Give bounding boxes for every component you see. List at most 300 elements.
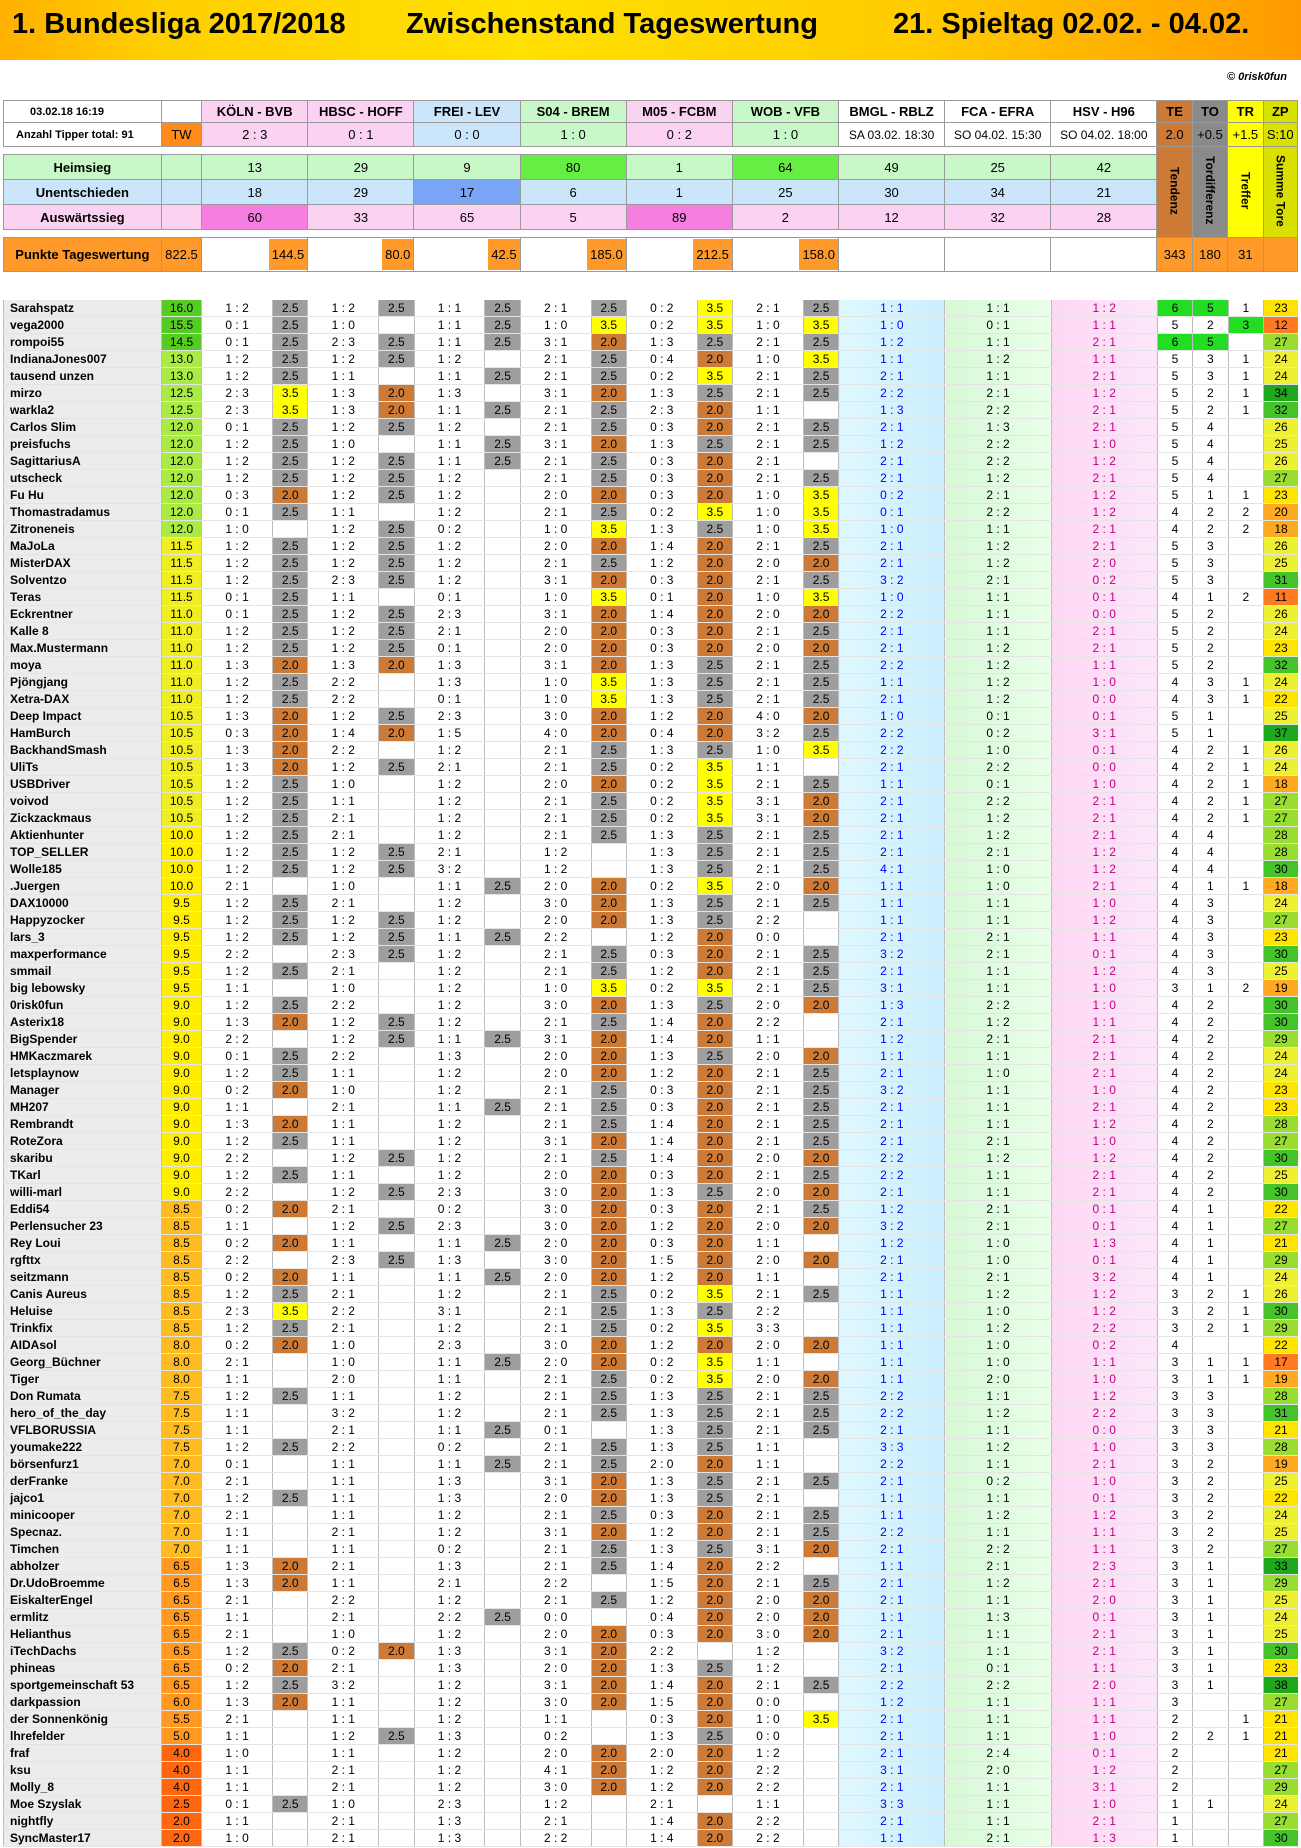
tip-points <box>803 1728 838 1745</box>
tw-value: 10.5 <box>161 708 201 725</box>
tip-score: 1 : 1 <box>945 1796 1051 1813</box>
player-name: VFLBORUSSIA <box>4 1422 162 1439</box>
table-row <box>4 657 1299 674</box>
tw-value: 4.0 <box>161 1762 201 1779</box>
te-value: 5 <box>1157 419 1192 436</box>
to-value <box>1193 1762 1228 1779</box>
tip-score: 0 : 3 <box>626 1082 697 1099</box>
te-value: 5 <box>1157 623 1192 640</box>
tip-score: 3 : 0 <box>520 708 591 725</box>
tip-points <box>485 963 520 980</box>
tip-score: 1 : 2 <box>626 963 697 980</box>
player-name: rompoi55 <box>4 334 162 351</box>
te-value: 3 <box>1157 1541 1192 1558</box>
tip-points: 2.5 <box>803 1201 838 1218</box>
tip-score: 2 : 1 <box>733 1490 804 1507</box>
tip-points <box>379 1099 414 1116</box>
player-name: Heluise <box>4 1303 162 1320</box>
tip-score: 2 : 1 <box>520 1150 591 1167</box>
player-name: abholzer <box>4 1558 162 1575</box>
tip-score: 1 : 1 <box>1051 929 1157 946</box>
tip-score: 1 : 1 <box>839 1830 945 1847</box>
tr-value <box>1228 963 1263 980</box>
tip-score: 2 : 0 <box>733 1252 804 1269</box>
tip-score: 1 : 3 <box>414 385 485 402</box>
tip-score: 1 : 1 <box>202 1728 273 1745</box>
tip-points: 2.5 <box>591 1099 626 1116</box>
tip-score: 2 : 1 <box>733 1133 804 1150</box>
tip-score: 1 : 2 <box>202 691 273 708</box>
tip-score: 1 : 1 <box>733 1796 804 1813</box>
to-value <box>1193 1830 1228 1847</box>
tr-value <box>1228 1677 1263 1694</box>
tip-points: 2.5 <box>273 1048 308 1065</box>
tr-value: 1 <box>1228 1728 1263 1745</box>
to-value: 5 <box>1193 300 1228 317</box>
tip-points <box>485 538 520 555</box>
tip-score: 1 : 1 <box>1051 351 1157 368</box>
tip-score: 2 : 0 <box>733 1337 804 1354</box>
tip-points: 2.0 <box>379 402 414 419</box>
tip-score: 4 : 1 <box>839 861 945 878</box>
tip-score: 2 : 1 <box>520 1014 591 1031</box>
tip-score: 2 : 1 <box>308 1286 379 1303</box>
player-name: BigSpender <box>4 1031 162 1048</box>
te-value: 4 <box>1157 878 1192 895</box>
tip-score: 0 : 3 <box>202 725 273 742</box>
tip-points: 2.5 <box>379 1031 414 1048</box>
tip-score: 1 : 1 <box>414 300 485 317</box>
tip-score: 1 : 2 <box>202 1065 273 1082</box>
tw-value: 6.5 <box>161 1660 201 1677</box>
tip-points: 2.0 <box>697 623 732 640</box>
tip-points: 2.0 <box>379 385 414 402</box>
tip-score: 2 : 1 <box>733 1116 804 1133</box>
tip-points: 2.5 <box>803 1473 838 1490</box>
tip-points: 2.5 <box>379 929 414 946</box>
tip-score: 3 : 2 <box>839 1218 945 1235</box>
tip-points <box>379 878 414 895</box>
tip-points: 2.0 <box>591 1762 626 1779</box>
tip-score: 1 : 2 <box>1051 453 1157 470</box>
tip-score: 2 : 1 <box>733 1065 804 1082</box>
tip-points: 2.5 <box>803 861 838 878</box>
tip-score: 1 : 0 <box>1051 776 1157 793</box>
tip-score: 1 : 1 <box>414 1422 485 1439</box>
table-row <box>4 334 1299 351</box>
tip-score: 1 : 1 <box>308 1456 379 1473</box>
tip-points: 2.5 <box>803 1099 838 1116</box>
tip-points: 2.5 <box>697 1405 732 1422</box>
tip-score: 2 : 0 <box>733 878 804 895</box>
tip-score: 2 : 2 <box>945 402 1051 419</box>
tip-points: 2.0 <box>803 1592 838 1609</box>
tip-score: 1 : 2 <box>202 997 273 1014</box>
tw-value: 11.0 <box>161 691 201 708</box>
tip-points <box>273 1507 308 1524</box>
tip-score: 2 : 0 <box>520 1490 591 1507</box>
tip-score: 1 : 2 <box>308 555 379 572</box>
tw-value: 15.5 <box>161 317 201 334</box>
tip-score: 0 : 3 <box>626 1235 697 1252</box>
tip-points: 2.0 <box>273 1694 308 1711</box>
tr-value <box>1228 1337 1263 1354</box>
tip-score: 1 : 3 <box>1051 1235 1157 1252</box>
tip-score: 2 : 1 <box>520 963 591 980</box>
player-name: Teras <box>4 589 162 606</box>
zp-value: 21 <box>1263 1728 1298 1745</box>
to-value: 2 <box>1193 1524 1228 1541</box>
tip-score: 1 : 2 <box>839 1694 945 1711</box>
tip-points <box>379 1762 414 1779</box>
tip-score: 2 : 0 <box>733 640 804 657</box>
tip-score: 0 : 2 <box>1051 572 1157 589</box>
tip-score: 2 : 2 <box>202 1031 273 1048</box>
tip-score: 1 : 2 <box>1051 1388 1157 1405</box>
tip-points: 2.0 <box>803 1626 838 1643</box>
tip-score: 2 : 3 <box>414 1218 485 1235</box>
tip-score: 3 : 1 <box>520 334 591 351</box>
tip-score: 1 : 1 <box>945 912 1051 929</box>
tip-points: 2.5 <box>379 487 414 504</box>
tip-points: 2.0 <box>591 1779 626 1796</box>
tip-score: 1 : 1 <box>308 368 379 385</box>
tip-score: 1 : 2 <box>308 487 379 504</box>
tip-score: 2 : 1 <box>839 623 945 640</box>
te-value: 5 <box>1157 572 1192 589</box>
tip-score: 3 : 1 <box>520 606 591 623</box>
tip-score: 1 : 3 <box>202 657 273 674</box>
to-value: 3 <box>1193 368 1228 385</box>
tip-score: 2 : 1 <box>839 419 945 436</box>
tip-score: 2 : 0 <box>1051 1592 1157 1609</box>
table-row <box>4 538 1299 555</box>
tip-points <box>379 1405 414 1422</box>
table-row <box>4 1286 1299 1303</box>
tr-value <box>1228 1422 1263 1439</box>
to-value: 1 <box>1193 487 1228 504</box>
table-row <box>4 827 1299 844</box>
tip-score: 1 : 2 <box>626 1762 697 1779</box>
zp-value: 25 <box>1263 708 1298 725</box>
to-value: 2 <box>1193 776 1228 793</box>
table-row <box>4 1677 1299 1694</box>
te-value: 3 <box>1157 1286 1192 1303</box>
tip-score: 1 : 2 <box>308 912 379 929</box>
te-value: 4 <box>1157 1184 1192 1201</box>
tip-score: 2 : 1 <box>1051 1048 1157 1065</box>
game-result: 0 : 1 <box>308 123 414 147</box>
tw-value: 6.5 <box>161 1626 201 1643</box>
tip-score: 0 : 3 <box>626 640 697 657</box>
tip-points <box>485 1660 520 1677</box>
tip-score: 1 : 2 <box>202 1286 273 1303</box>
tip-score: 1 : 3 <box>626 1184 697 1201</box>
tw-value: 11.0 <box>161 640 201 657</box>
tw-value: 10.0 <box>161 861 201 878</box>
tip-points <box>485 691 520 708</box>
tip-score: 1 : 0 <box>202 521 273 538</box>
tip-score: 1 : 2 <box>414 793 485 810</box>
player-name: Asterix18 <box>4 1014 162 1031</box>
tip-score: 1 : 0 <box>308 317 379 334</box>
tip-score: 1 : 1 <box>414 368 485 385</box>
tip-score: 1 : 1 <box>308 1116 379 1133</box>
game-name: KÖLN - BVB <box>202 101 308 123</box>
tip-points <box>803 1813 838 1830</box>
tip-score: 1 : 2 <box>308 538 379 555</box>
tr-value <box>1228 1116 1263 1133</box>
tip-score: 1 : 2 <box>308 419 379 436</box>
player-name: seitzmann <box>4 1269 162 1286</box>
tip-score: 2 : 2 <box>308 742 379 759</box>
tr-value: 1 <box>1228 487 1263 504</box>
game-kickoff: SO 04.02. 15:30 <box>945 123 1051 147</box>
tip-score: 0 : 1 <box>202 1456 273 1473</box>
tip-score: 2 : 1 <box>733 538 804 555</box>
tip-score: 1 : 1 <box>945 1167 1051 1184</box>
tip-points: 2.5 <box>591 419 626 436</box>
tip-points: 2.5 <box>591 1116 626 1133</box>
tip-score: 2 : 2 <box>202 1252 273 1269</box>
tip-points: 2.0 <box>591 776 626 793</box>
tr-value <box>1228 1133 1263 1150</box>
to-value <box>1193 1745 1228 1762</box>
tip-score: 2 : 2 <box>1051 1405 1157 1422</box>
te-value: 3 <box>1157 1320 1192 1337</box>
tip-score: 1 : 2 <box>414 1014 485 1031</box>
tip-score: 1 : 1 <box>839 1286 945 1303</box>
table-row <box>4 1762 1299 1779</box>
tip-score: 1 : 2 <box>414 912 485 929</box>
tr-value: 2 <box>1228 504 1263 521</box>
te-value: 5 <box>1157 368 1192 385</box>
tip-score: 0 : 1 <box>414 691 485 708</box>
zp-value: 27 <box>1263 1694 1298 1711</box>
tw-value: 9.5 <box>161 929 201 946</box>
tip-points: 2.5 <box>379 640 414 657</box>
to-value: 1 <box>1193 1201 1228 1218</box>
tip-points: 2.0 <box>697 708 732 725</box>
tip-points <box>485 657 520 674</box>
tip-score: 2 : 1 <box>839 470 945 487</box>
player-name: TOP_SELLER <box>4 844 162 861</box>
tip-score: 1 : 2 <box>945 555 1051 572</box>
tip-points: 2.5 <box>273 470 308 487</box>
tw-value: 6.5 <box>161 1677 201 1694</box>
tip-score: 1 : 1 <box>839 674 945 691</box>
tip-score: 1 : 2 <box>945 1320 1051 1337</box>
tip-score: 1 : 0 <box>839 317 945 334</box>
tip-score: 2 : 1 <box>733 674 804 691</box>
to-value: 4 <box>1193 861 1228 878</box>
tip-points: 2.5 <box>273 623 308 640</box>
tr-value <box>1228 1184 1263 1201</box>
te-value: 4 <box>1157 589 1192 606</box>
tip-points <box>379 317 414 334</box>
tip-points <box>379 1711 414 1728</box>
tip-points <box>803 1745 838 1762</box>
tip-score: 2 : 0 <box>520 776 591 793</box>
tr-value: 1 <box>1228 1371 1263 1388</box>
tip-score: 1 : 2 <box>308 708 379 725</box>
tip-score: 1 : 1 <box>945 606 1051 623</box>
tip-score: 2 : 1 <box>945 385 1051 402</box>
to-value: 5 <box>1193 334 1228 351</box>
tip-score: 2 : 1 <box>839 1711 945 1728</box>
zp-value: 32 <box>1263 657 1298 674</box>
tw-value: 12.0 <box>161 487 201 504</box>
tip-score: 1 : 2 <box>308 640 379 657</box>
tr-value <box>1228 1048 1263 1065</box>
zp-value: 21 <box>1263 1711 1298 1728</box>
tip-score: 1 : 0 <box>308 436 379 453</box>
tip-score: 1 : 3 <box>414 1813 485 1830</box>
stat-draw: 17 <box>414 180 520 205</box>
table-row <box>4 1796 1299 1813</box>
te-value: 6 <box>1157 300 1192 317</box>
to-value: 2 <box>1193 385 1228 402</box>
tip-points: 2.5 <box>591 1150 626 1167</box>
tip-points: 2.5 <box>485 436 520 453</box>
zp-value: 22 <box>1263 1201 1298 1218</box>
tip-score: 2 : 0 <box>520 1048 591 1065</box>
tip-points: 3.5 <box>591 980 626 997</box>
tip-points: 2.0 <box>591 1643 626 1660</box>
tip-score: 1 : 2 <box>1051 861 1157 878</box>
tip-score: 0 : 1 <box>1051 1218 1157 1235</box>
tip-points: 2.5 <box>591 470 626 487</box>
tip-points: 2.0 <box>591 640 626 657</box>
tip-points <box>379 1626 414 1643</box>
zp-value: 11 <box>1263 589 1298 606</box>
tip-score: 1 : 2 <box>414 895 485 912</box>
tip-score: 2 : 1 <box>520 1507 591 1524</box>
tip-score: 1 : 2 <box>202 1677 273 1694</box>
tr-value: 3 <box>1228 317 1263 334</box>
player-name: TKarl <box>4 1167 162 1184</box>
zp-value: 23 <box>1263 1082 1298 1099</box>
tip-score: 0 : 3 <box>626 1167 697 1184</box>
ranking-table <box>3 300 1298 1847</box>
tip-points: 2.5 <box>591 793 626 810</box>
tip-score: 1 : 1 <box>414 1269 485 1286</box>
tip-score: 2 : 0 <box>520 487 591 504</box>
tip-points: 2.0 <box>697 1150 732 1167</box>
tip-score: 2 : 1 <box>733 419 804 436</box>
tip-points: 2.0 <box>591 912 626 929</box>
tip-score: 2 : 1 <box>1051 1065 1157 1082</box>
zp-value: 27 <box>1263 1218 1298 1235</box>
tip-score: 1 : 0 <box>945 742 1051 759</box>
te-value: 4 <box>1157 1065 1192 1082</box>
tip-points <box>379 368 414 385</box>
player-name: USBDriver <box>4 776 162 793</box>
to-value: 1 <box>1193 1575 1228 1592</box>
to-value: 2 <box>1193 810 1228 827</box>
tip-score: 2 : 1 <box>202 1354 273 1371</box>
to-value: 2 <box>1193 317 1228 334</box>
tip-score: 2 : 1 <box>202 1507 273 1524</box>
tip-score: 1 : 0 <box>733 589 804 606</box>
tip-score: 1 : 0 <box>1051 997 1157 1014</box>
zp-value: 30 <box>1263 1150 1298 1167</box>
tip-score: 0 : 1 <box>202 589 273 606</box>
zp-value: 23 <box>1263 487 1298 504</box>
tip-points: 2.5 <box>273 929 308 946</box>
tip-score: 1 : 3 <box>626 657 697 674</box>
tip-score: 1 : 2 <box>733 1745 804 1762</box>
zp-value: 24 <box>1263 623 1298 640</box>
tip-score: 1 : 2 <box>414 1286 485 1303</box>
tip-points: 2.0 <box>273 1660 308 1677</box>
tip-score: 1 : 1 <box>945 895 1051 912</box>
table-row <box>4 674 1299 691</box>
tip-points: 2.5 <box>697 912 732 929</box>
tip-score: 1 : 1 <box>308 1388 379 1405</box>
tip-score: 1 : 4 <box>626 1150 697 1167</box>
tip-points: 2.5 <box>697 1490 732 1507</box>
to-value: 2 <box>1193 759 1228 776</box>
table-row <box>4 1201 1299 1218</box>
tw-value: 6.5 <box>161 1575 201 1592</box>
tip-points: 3.5 <box>697 980 732 997</box>
tip-points: 3.5 <box>803 351 838 368</box>
tr-value: 1 <box>1228 1354 1263 1371</box>
tip-score: 0 : 3 <box>626 1711 697 1728</box>
tip-points: 2.0 <box>697 1014 732 1031</box>
tip-score: 1 : 2 <box>733 1643 804 1660</box>
tip-score: 1 : 3 <box>626 334 697 351</box>
tip-score: 2 : 2 <box>839 742 945 759</box>
tip-points <box>379 589 414 606</box>
to-value: 2 <box>1193 1082 1228 1099</box>
tip-points: 2.5 <box>273 368 308 385</box>
player-name: preisfuchs <box>4 436 162 453</box>
tip-points: 2.0 <box>591 895 626 912</box>
tip-points: 3.5 <box>273 385 308 402</box>
tip-points: 2.0 <box>591 334 626 351</box>
player-name: Sarahspatz <box>4 300 162 317</box>
player-name: Thomastradamus <box>4 504 162 521</box>
tip-score: 2 : 1 <box>308 963 379 980</box>
tip-score: 1 : 1 <box>945 589 1051 606</box>
tip-points: 2.5 <box>697 861 732 878</box>
to-value: 4 <box>1193 844 1228 861</box>
zp-value: 27 <box>1263 470 1298 487</box>
tip-score: 1 : 2 <box>308 606 379 623</box>
tip-points: 3.5 <box>697 1354 732 1371</box>
tip-score: 2 : 2 <box>202 946 273 963</box>
tip-score: 1 : 3 <box>626 1405 697 1422</box>
tip-score: 1 : 3 <box>626 1388 697 1405</box>
tip-points: 2.0 <box>273 708 308 725</box>
table-row <box>4 878 1299 895</box>
tip-score: 1 : 0 <box>520 521 591 538</box>
tip-score: 1 : 2 <box>414 1779 485 1796</box>
player-name: nightfly <box>4 1813 162 1830</box>
tip-points: 2.0 <box>591 606 626 623</box>
tip-points <box>379 1354 414 1371</box>
zp-value: 32 <box>1263 402 1298 419</box>
tip-score: 2 : 1 <box>839 1422 945 1439</box>
te-value: 5 <box>1157 657 1192 674</box>
tip-score: 2 : 1 <box>839 453 945 470</box>
tip-points: 2.5 <box>379 708 414 725</box>
tip-score: 1 : 1 <box>733 1456 804 1473</box>
game-name: HBSC - HOFF <box>308 101 414 123</box>
to-value: 1 <box>1193 1269 1228 1286</box>
